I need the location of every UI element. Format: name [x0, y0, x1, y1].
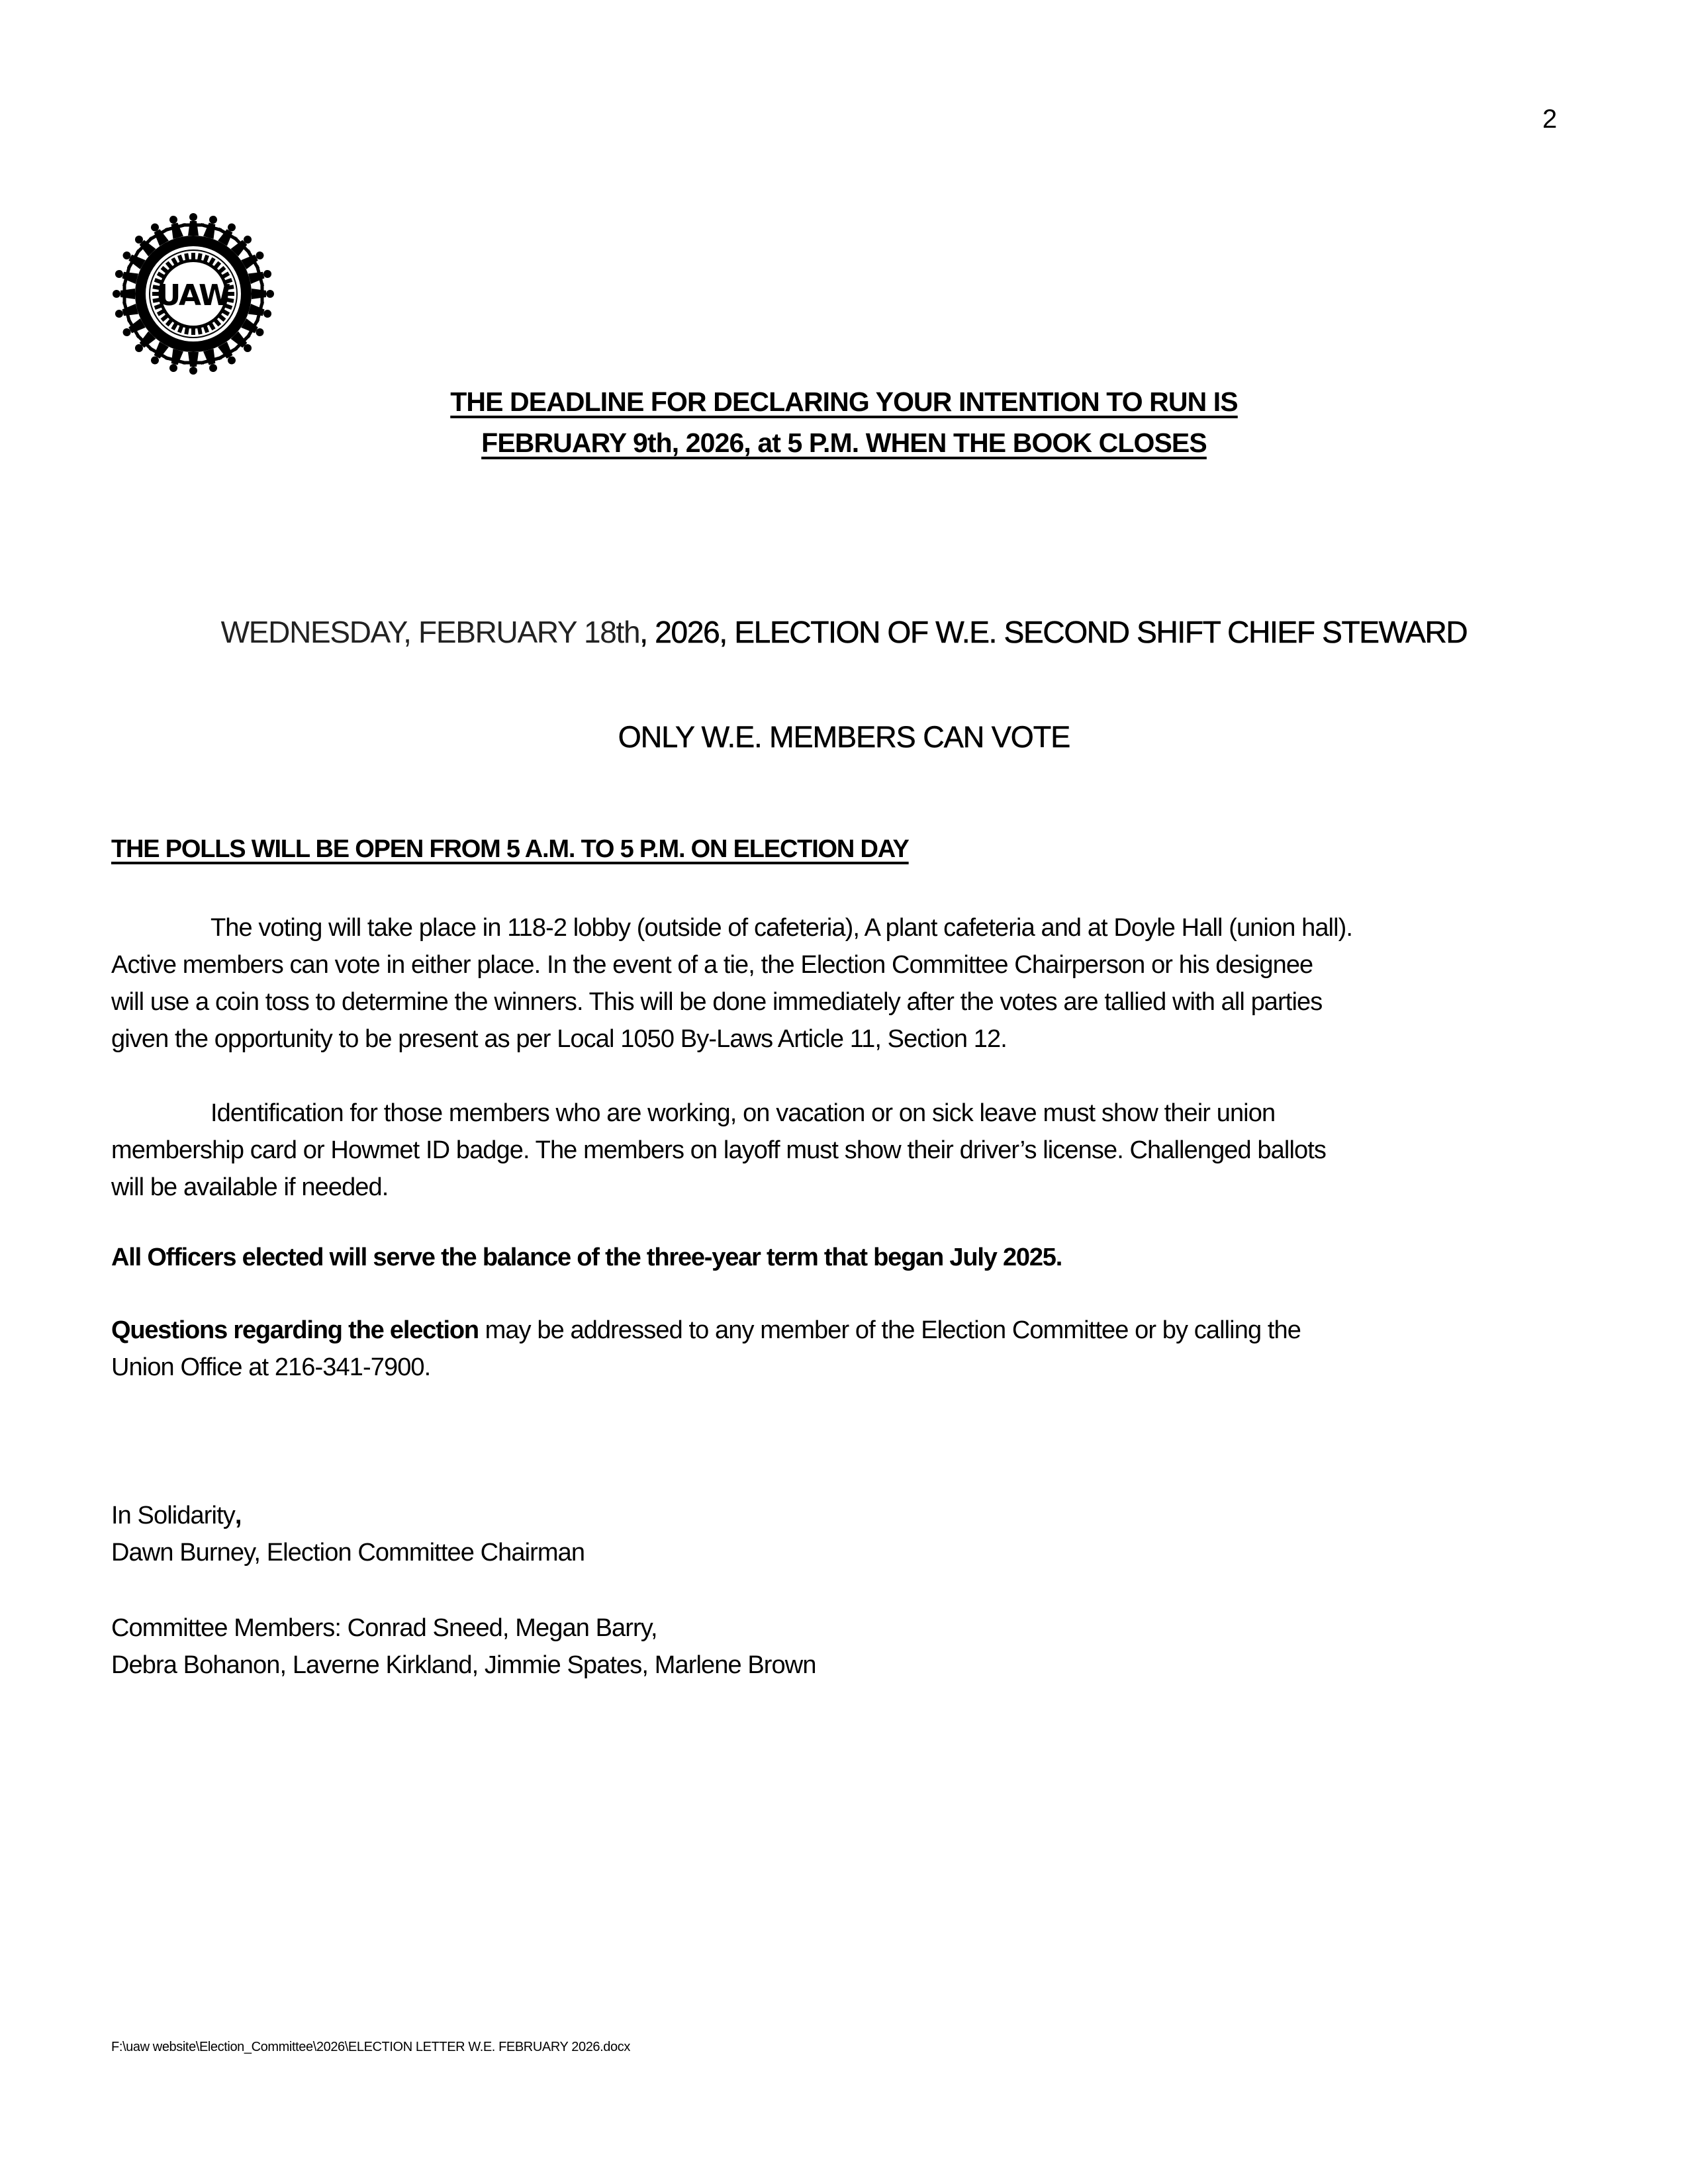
logo-figure: [198, 213, 224, 240]
logo-figure: [198, 347, 224, 375]
logo-figure: [247, 298, 274, 325]
committee-line: Debra Bohanon, Laverne Kirkland, Jimmie Spates, Marlene Brown: [111, 1651, 816, 1679]
identification-line: Identification for those members who are working, on vacation or on sick leave must show their union: [211, 1099, 1276, 1127]
salutation: In Solidarity: [111, 1502, 235, 1529]
election-date: WEDNESDAY, FEBRUARY 18th: [220, 615, 640, 649]
logo-figure: [162, 213, 189, 240]
logo-figure: [162, 347, 189, 375]
committee-members: [111, 1610, 1568, 1684]
identification-line: membership card or Howmet ID badge. The members on layoff must show their driver’s license. Challenged ballots: [111, 1136, 1326, 1164]
election-description: , 2026, ELECTION OF W.E. SECOND SHIFT CHIEF STEWARD: [639, 615, 1468, 649]
officers-statement-text: All Officers elected will serve the balance of the three-year term that began July 2025.: [111, 1244, 1062, 1271]
logo-figure: [183, 352, 204, 375]
polls-heading: THE POLLS WILL BE OPEN FROM 5 A.M. TO 5 P.M. ON ELECTION DAY: [111, 835, 909, 863]
salutation-comma: ,: [234, 1502, 242, 1529]
page-number: 2: [1542, 105, 1558, 134]
logo-figure: [113, 263, 140, 289]
logo-uaw-text: UAW: [157, 279, 230, 312]
identification-line: will be available if needed.: [111, 1173, 389, 1201]
footer-file-path: F:\uaw website\Election_Committee\2026\ELECTION LETTER W.E. FEBRUARY 2026.docx: [111, 2040, 630, 2054]
identification-paragraph: [111, 1095, 1568, 1206]
union-office-phone: Union Office at 216-341-7900.: [111, 1353, 431, 1381]
logo-figure: [113, 283, 135, 304]
voting-line: Active members can vote in either place. In the event of a tie, the Election Committee Chairperson or his designee: [111, 951, 1313, 979]
logo-figure: [247, 263, 274, 289]
deadline-notice: [0, 381, 1688, 463]
voting-paragraph: [111, 909, 1568, 1058]
voting-line: The voting will take place in 118-2 lobby (outside of cafeteria), A plant cafeteria and at Doyle Hall (union hall).: [211, 914, 1353, 942]
closing-block: [111, 1497, 1568, 1571]
eligibility-notice: ONLY W.E. MEMBERS CAN VOTE: [618, 720, 1070, 754]
signer: Dawn Burney, Election Committee Chairman: [111, 1539, 585, 1567]
deadline-line-2: FEBRUARY 9th, 2026, at 5 P.M. WHEN THE BOOK CLOSES: [481, 428, 1207, 458]
logo-figure: [252, 283, 274, 304]
uaw-logo-graphic: [110, 210, 277, 377]
questions-rest: may be addressed to any member of the Election Committee or by calling the: [478, 1316, 1301, 1344]
logo-figure: [183, 213, 204, 236]
logo-figure: [113, 298, 140, 325]
committee-line: Committee Members: Conrad Sneed, Megan Barry,: [111, 1614, 657, 1642]
questions-paragraph: [111, 1312, 1568, 1386]
uaw-logo-icon: [110, 210, 277, 377]
officers-statement: [111, 1239, 1568, 1276]
voting-line: will use a coin toss to determine the winners. This will be done immediately after the votes are tallied with all parties: [111, 988, 1323, 1016]
questions-lead: Questions regarding the election: [111, 1316, 479, 1344]
election-title: [0, 614, 1688, 650]
deadline-line-1: THE DEADLINE FOR DECLARING YOUR INTENTION TO RUN IS: [450, 387, 1238, 417]
voting-line: given the opportunity to be present as per Local 1050 By-Laws Article 11, Section 12.: [111, 1025, 1007, 1053]
